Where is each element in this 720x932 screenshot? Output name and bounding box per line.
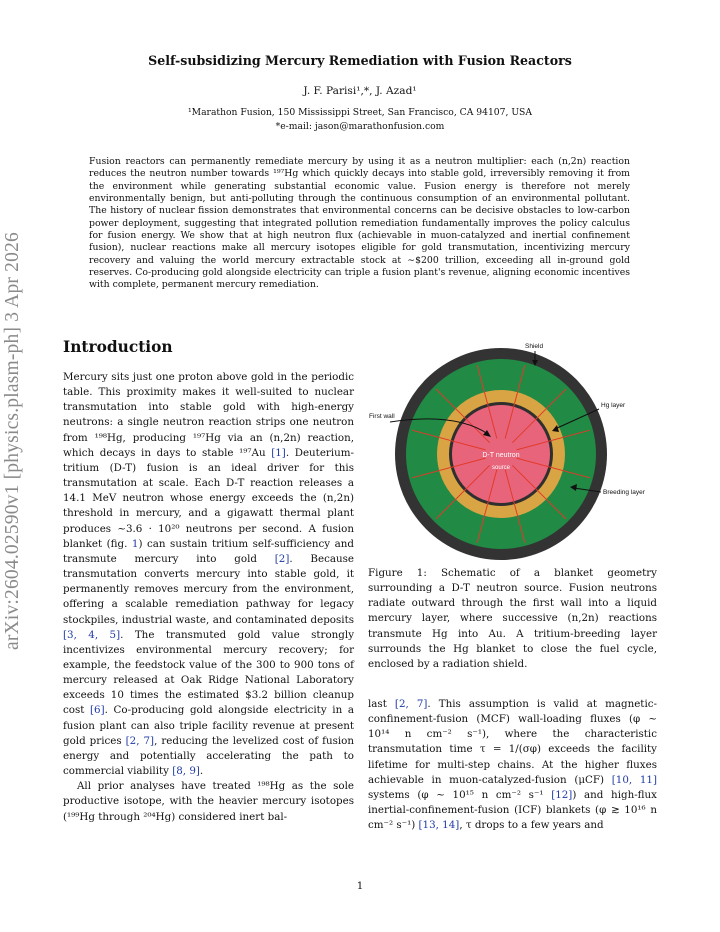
body-text: last bbox=[368, 698, 395, 710]
body-text: , reducing the levelized cost of fusion energy and potentially accelerating the path to commercial viability bbox=[63, 734, 354, 778]
body-text: . bbox=[199, 765, 204, 778]
body-text: . Deuterium-tritium (D-T) fusion is an ideal driver for this transmutation at scale. Each D-T reaction releases a 14.1 MeV neutron whose energy exceeds the (n,2n) threshold in mercury, and a gigawatt thermal plant produces ∼3.6 · 10²⁰ neutrons per second. A fusion blanket (fig. bbox=[63, 446, 355, 550]
body-text: . Because transmutation converts mercury into stable gold, it permanently removes mercury from the environment, offering a scalable remediation pathway for legacy stockpiles, industrial waste, and contaminated deposits bbox=[63, 552, 354, 626]
right-paragraph bbox=[368, 697, 657, 833]
author-list: J. F. Parisi¹,*, J. Azad¹ bbox=[303, 85, 417, 97]
citation-link[interactable]: [2, 7] bbox=[125, 734, 155, 747]
intro-paragraph-2: All prior analyses have treated ¹⁹⁸Hg as the sole productive isotope, with the heavier mercury isotopes (¹⁹⁹Hg through ²⁰⁴Hg) considered inert bal- bbox=[63, 780, 354, 823]
source-label-line1: D-T neutron bbox=[482, 452, 520, 459]
right-column bbox=[368, 697, 657, 833]
shield-label: Shield bbox=[525, 343, 544, 350]
citation-link[interactable]: [3, 4, 5] bbox=[63, 628, 121, 641]
body-text: ) and high-flux inertial-confinement-fusion (ICF) blankets (φ ≳ 10¹⁶ n cm⁻² s⁻¹) bbox=[368, 788, 657, 832]
body-text: ) can sustain tritium self-sufficiency and transmute mercury into gold bbox=[63, 537, 354, 565]
body-text: , τ drops to a few years and bbox=[459, 819, 604, 832]
hg-layer-label: Hg layer bbox=[601, 402, 626, 409]
citation-link[interactable]: [1] bbox=[271, 446, 286, 459]
citation-link[interactable]: [10, 11] bbox=[611, 773, 657, 786]
body-text: . This assumption is valid at magnetic-confinement-fusion (MCF) wall-loading fluxes (φ ∼ 10¹⁴ n cm⁻² s⁻¹), where the characteristic transmutation time τ = 1/(σφ) exceeds the facility lifetime for multi-step chains. At the higher fluxes achievable in muon-catalyzed-fusion (μCF) bbox=[368, 698, 657, 786]
paper-title: Self-subsidizing Mercury Remediation with Fusion Reactors bbox=[148, 53, 572, 68]
arxiv-identifier: arXiv:2604.02590v1 [physics.plasm-ph] 3 Apr 2026 bbox=[2, 232, 23, 650]
blanket-schematic-figure bbox=[360, 336, 660, 560]
affiliation: ¹Marathon Fusion, 150 Mississippi Street, San Francisco, CA 94107, USA bbox=[187, 107, 532, 118]
page-number: 1 bbox=[356, 880, 364, 892]
body-text: Mercury sits just one proton above gold in the periodic table. This proximity makes it well-suited to nuclear transmutation into stable gold with high-energy neutrons: a single neutron reaction strips one neutron from ¹⁹⁸Hg, producing ¹⁹⁷Hg via an (n,2n) reaction, which decays in days to stable ¹⁹⁷Au bbox=[63, 371, 354, 459]
citation-link[interactable]: [13, 14] bbox=[418, 819, 460, 832]
body-text: systems (φ ∼ 10¹⁵ n cm⁻² s⁻¹ bbox=[368, 788, 552, 801]
body-text: . Co-producing gold alongside electricity in a fusion plant can also triple facility revenue at present gold prices bbox=[63, 704, 354, 747]
breeding-layer-label: Breeding layer bbox=[603, 489, 645, 496]
caption-label: Figure 1: bbox=[368, 567, 427, 579]
contact-email: *e-mail: jason@marathonfusion.com bbox=[275, 121, 445, 132]
figure-caption bbox=[368, 566, 657, 672]
source-label-line2: source bbox=[491, 465, 511, 471]
caption-text: Schematic of a blanket geometry surrounding a D-T neutron source. Fusion neutrons radiate outward through the first wall into a liquid mercury layer, where successive (n,2n) reactions transmute Hg into Au. A tritium-breeding layer surrounds the Hg blanket to close the fuel cycle, enclosed by a radiation shield. bbox=[368, 567, 657, 670]
citation-link[interactable]: [8, 9] bbox=[172, 765, 200, 778]
citation-link[interactable]: [6] bbox=[90, 704, 105, 717]
intro-paragraph-1 bbox=[63, 370, 354, 779]
left-column bbox=[63, 370, 354, 825]
abstract: Fusion reactors can permanently remediate mercury by using it as a neutron multiplier: each (n,2n) reaction reduces the neutron number towards ¹⁹⁷Hg which quickly decays into stable gold, irreversibly removing it from the environment while generating substantial economic value. Fusion energy is therefore not merely environmentally benign, but anti-polluting through the continuous consumption of an environmental pollutant. The history of nuclear fission demonstrates that environmental concerns can be decisive obstacles to low-carbon power deployment, suggesting that integrated pollution remediation fundamentally improves the policy calculus for fusion energy. We show that at high neutron flux (achievable in muon-catalyzed and inertial confinement fusion), nuclear reactions make all mercury isotopes eligible for gold transmutation, incentivizing mercury recovery and valuing the world mercury extractable stock at ∼$200 trillion, exceeding all in-ground gold reserves. Co-producing gold alongside electricity can triple a fusion plant's revenue, aligning economic incentives with complete, permanent mercury remediation. bbox=[89, 156, 630, 291]
first-wall-label: First wall bbox=[369, 413, 395, 420]
figure-reference-link[interactable]: 1 bbox=[131, 537, 139, 550]
section-heading: Introduction bbox=[63, 338, 173, 356]
body-text: . The transmuted gold value strongly incentivizes environmental mercury recovery; for example, the feedstock value of the 300 to 900 tons of mercury released at Oak Ridge National Laboratory exceeds 10 times the estimated $3.2 billion cleanup cost bbox=[63, 628, 355, 717]
citation-link[interactable]: [12] bbox=[551, 788, 573, 801]
citation-link[interactable]: [2] bbox=[274, 552, 290, 565]
citation-link[interactable]: [2, 7] bbox=[394, 698, 428, 710]
